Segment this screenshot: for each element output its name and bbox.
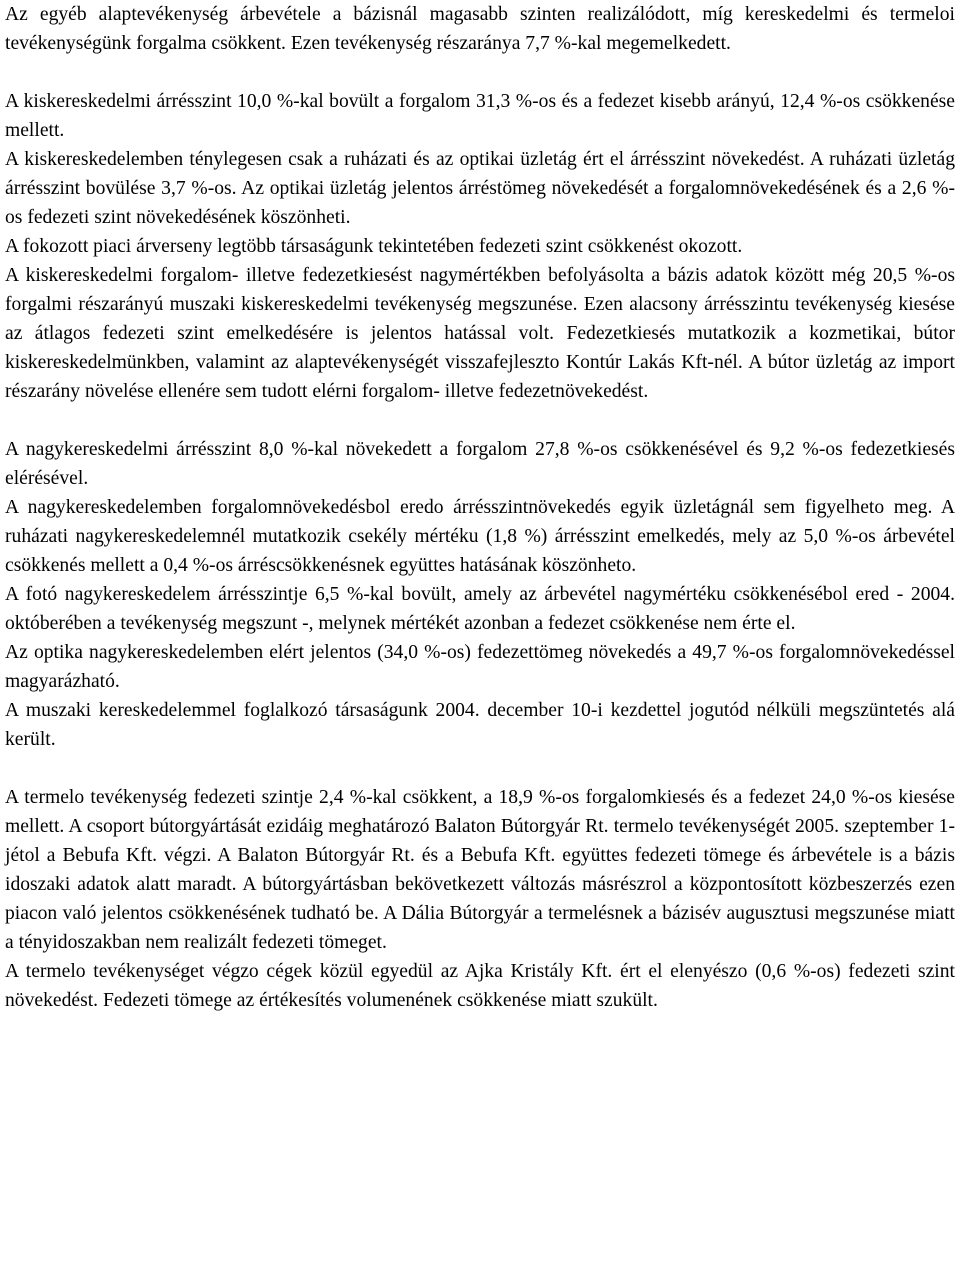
paragraph-retail-margin: A kiskereskedelmi árrésszint 10,0 %-kal bovült a forgalom 31,3 %-os és a fedezet kisebb arányú, 12,4 %-os csökkenése mellett. (5, 91, 955, 141)
paragraph-price-competition: A fokozott piaci árverseny legtöbb társaságunk tekintetében fedezeti szint csökkenést okozott. (5, 236, 743, 257)
paragraph-gap (5, 406, 955, 435)
paragraph-wholesale-margin: A nagykereskedelmi árrésszint 8,0 %-kal növekedett a forgalom 27,8 %-os csökkenésével és 9,2 %-os fedezetkiesés elérésével. (5, 439, 955, 489)
paragraph-gap (5, 58, 955, 87)
paragraph-other-activity: Az egyéb alaptevékenység árbevétele a bázisnál magasabb szinten realizálódott, míg kereskedelmi és termeloi tevékenységünk forgalma csökkent. Ezen tevékenység részaránya 7,7 %-kal megemelkedett. (5, 4, 955, 54)
paragraph-technical-trade: A muszaki kereskedelemmel foglalkozó társaságunk 2004. december 10-i kezdettel jogutód nélküli megszüntetés alá került. (5, 700, 955, 750)
paragraph-optics-wholesale: Az optika nagykereskedelemben elért jelentos (34,0 %-os) fedezettömeg növekedés a 49,7 %-os forgalomnövekedéssel magyarázható. (5, 642, 955, 692)
paragraph-retail-loss: A kiskereskedelmi forgalom- illetve fedezetkiesést nagymértékben befolyásolta a bázis adatok között még 20,5 %-os forgalmi részarányú muszaki kiskereskedelmi tevékenység megszunése. Ezen alacsony árrésszintu tevékenység kiesése az átlagos fedezeti szint emelkedésére is jelentos hatással volt. Fedezetkiesés mutatkozik a kozmetikai, bútor kiskereskedelmünkben, valamint az alaptevékenységét visszafejleszto Kontúr Lakás Kft-nél. A bútor üzletág az import részarány növelése ellenére sem tudott elérni forgalom- illetve fedezetnövekedést. (5, 265, 955, 402)
paragraph-production-margin: A termelo tevékenység fedezeti szintje 2,4 %-kal csökkent, a 18,9 %-os forgalomkiesés és a fedezet 24,0 %-os kiesése mellett. A csoport bútorgyártását ezidáig meghatározó Balaton Bútorgyár Rt. termelo tevékenységét 2005. szeptember 1-jétol a Bebufa Kft. végzi. A Balaton Bútorgyár Rt. és a Bebufa Kft. együttes fedezeti tömege és árbevétele is a bázis idoszaki adatok alatt maradt. A bútorgyártásban bekövetkezett változás másrészrol a központosított közbeszerzés ezen piacon való jelentos csökkenésének tudható be. A Dália Bútorgyár a termelésnek a bázisév augusztusi megszunése miatt a tényidoszakban nem realizált fedezeti tömeget. (5, 787, 955, 953)
paragraph-photo-wholesale: A fotó nagykereskedelem árrésszintje 6,5 %-kal bovült, amely az árbevétel nagymértéku csökkenésébol ered - 2004. októberében a tevékenység megszunt -, melynek mértékét azonban a fedezet csökkenése nem érte el. (5, 584, 955, 634)
paragraph-production-companies: A termelo tevékenységet végzo cégek közül egyedül az Ajka Kristály Kft. ért el elenyészo (0,6 %-os) fedezeti szint növekedést. Fedezeti tömege az értékesítés volumenének csökkenése miatt szukült. (5, 961, 955, 1011)
paragraph-retail-growth: A kiskereskedelemben ténylegesen csak a ruházati és az optikai üzletág ért el árrésszint növekedést. A ruházati üzletág árrésszint bovülése 3,7 %-os. Az optikai üzletág jelentos árréstömeg növekedését a forgalomnövekedésének és a 2,6 %-os fedezeti szint növekedésének köszönheti. (5, 149, 955, 228)
document-page (5, 0, 955, 1015)
paragraph-gap (5, 754, 955, 783)
paragraph-wholesale-detail: A nagykereskedelemben forgalomnövekedésbol eredo árrésszintnövekedés egyik üzletágnál sem figyelheto meg. A ruházati nagykereskedelemnél mutatkozik csekély mértéku (1,8 %) árrésszint emelkedés, mely az 5,0 %-os árbevétel csökkenés mellett a 0,4 %-os árréscsökkenésnek együttes hatásának köszönheto. (5, 497, 955, 576)
